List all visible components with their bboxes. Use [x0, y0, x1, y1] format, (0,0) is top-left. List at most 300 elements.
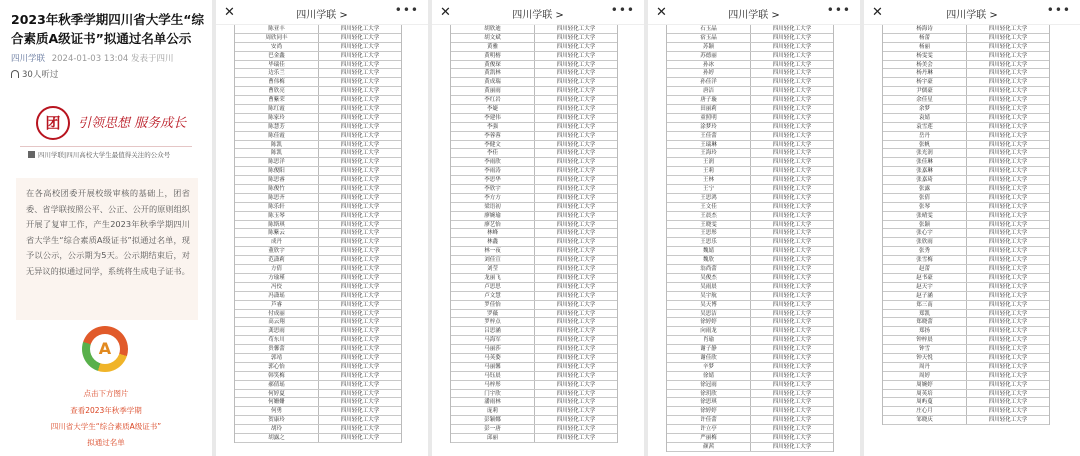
student-name: 袁雪莲: [883, 123, 967, 131]
student-name: 李方方: [451, 194, 535, 202]
school-name: 四川轻化工大学: [988, 266, 1028, 273]
table-row: [883, 292, 1049, 301]
student-name: 潘雨林: [451, 398, 535, 406]
school-name: 四川轻化工大学: [340, 408, 380, 415]
table-row: [451, 318, 617, 327]
school-name: 四川轻化工大学: [556, 97, 596, 104]
school-name: 四川轻化工大学: [556, 283, 596, 290]
table-row: [235, 398, 401, 407]
school-name: 四川轻化工大学: [556, 123, 596, 130]
table-row: [883, 34, 1049, 43]
student-name: 王思彤: [667, 229, 751, 237]
student-name: 张雪梅: [883, 256, 967, 264]
school-name: 四川轻化工大学: [772, 381, 812, 388]
school-name: 四川轻化工大学: [556, 230, 596, 237]
school-name: 四川轻化工大学: [556, 194, 596, 201]
school-name: 四川轻化工大学: [772, 301, 812, 308]
student-name: 孙婷: [667, 69, 751, 77]
table-row: [235, 43, 401, 52]
student-name: 周英培: [883, 390, 967, 398]
student-name: 马英姿: [451, 354, 535, 362]
table-row: [883, 256, 1049, 265]
table-row: [883, 203, 1049, 212]
student-name: 严丽梅: [667, 434, 751, 442]
school-name: 四川轻化工大学: [772, 194, 812, 201]
student-name: 徐婷婷: [667, 318, 751, 326]
school-name: 四川轻化工大学: [556, 301, 596, 308]
student-name: 苏德丽: [667, 52, 751, 60]
table-row: [667, 105, 833, 114]
student-name: 钟雪: [883, 345, 967, 353]
table-row: [667, 354, 833, 363]
student-name: 梁语初: [451, 203, 535, 211]
table-row: [235, 283, 401, 292]
school-name: 四川轻化工大学: [988, 61, 1028, 68]
school-name: 四川轻化工大学: [988, 43, 1028, 50]
student-name: 曹伟梅: [235, 78, 319, 86]
table-row: [235, 69, 401, 78]
table-row: [883, 43, 1049, 52]
table-row: [451, 327, 617, 336]
listen-count[interactable]: [11, 68, 58, 80]
table-row: [667, 34, 833, 43]
school-name: 四川轻化工大学: [340, 337, 380, 344]
school-name: 四川轻化工大学: [988, 203, 1028, 210]
student-name: 马丽馨: [451, 363, 535, 371]
table-row: [451, 363, 617, 372]
table-row: [883, 167, 1049, 176]
school-name: 四川轻化工大学: [340, 168, 380, 175]
student-name: 周丹: [883, 363, 967, 371]
school-name: 四川轻化工大学: [340, 186, 380, 193]
student-name: 苏颖: [667, 43, 751, 51]
table-row: [451, 301, 617, 310]
school-name: 四川轻化工大学: [772, 168, 812, 175]
table-row: [451, 381, 617, 390]
student-name: 孙冰: [667, 61, 751, 69]
table-row: [883, 238, 1049, 247]
table-row: [667, 283, 833, 292]
table-row: [667, 363, 833, 372]
toolbar-title[interactable]: 四川学联 >: [946, 10, 998, 21]
more-icon[interactable]: •••: [394, 3, 419, 17]
student-name: 徐玥欣: [667, 390, 751, 398]
school-name: 四川轻化工大学: [988, 301, 1028, 308]
table-row: [235, 132, 401, 141]
student-name: 张颖: [883, 221, 967, 229]
school-name: 四川轻化工大学: [340, 123, 380, 130]
table-row: [451, 43, 617, 52]
table-row: [667, 229, 833, 238]
student-name: 曹欣亮: [235, 87, 319, 95]
school-name: 四川轻化工大学: [340, 61, 380, 68]
student-name: 张晴雯: [883, 212, 967, 220]
table-row: [883, 416, 1049, 425]
headphones-icon: [11, 70, 19, 78]
article-source[interactable]: 四川学联: [11, 54, 46, 64]
student-name: 向雨龙: [667, 327, 751, 335]
student-name: 陈斯琪: [235, 221, 319, 229]
student-name: 罗梓点: [451, 318, 535, 326]
student-name: 李雨欣: [451, 158, 535, 166]
student-name: 黄明榕: [451, 52, 535, 60]
table-row: [235, 354, 401, 363]
student-name: 魏婧: [667, 247, 751, 255]
school-name: 四川轻化工大学: [772, 70, 812, 77]
student-name: 王瑞琳: [667, 141, 751, 149]
school-name: 四川轻化工大学: [556, 399, 596, 406]
table-row: [667, 185, 833, 194]
name-list-panel-3: [648, 0, 860, 456]
school-name: 四川轻化工大学: [988, 319, 1028, 326]
table-row: [451, 434, 617, 443]
table-row: [235, 434, 401, 443]
table-row: [883, 87, 1049, 96]
school-name: 四川轻化工大学: [340, 88, 380, 95]
student-name: 胡欣迪: [451, 25, 535, 33]
student-name: 陈思齐: [235, 194, 319, 202]
student-name: 李蓉蓉: [451, 132, 535, 140]
school-name: 四川轻化工大学: [772, 34, 812, 41]
student-name: 石玉晶: [667, 25, 751, 33]
table-row: [883, 185, 1049, 194]
table-row: [235, 194, 401, 203]
school-name: 四川轻化工大学: [340, 194, 380, 201]
school-name: 四川轻化工大学: [988, 257, 1028, 264]
student-name: 李红岩: [451, 96, 535, 104]
table-row: [235, 238, 401, 247]
student-name: 胡文斌: [451, 34, 535, 42]
student-name: 陈凯: [235, 141, 319, 149]
table-row: [883, 301, 1049, 310]
school-name: 四川轻化工大学: [340, 79, 380, 86]
youth-league-seal-icon: 团: [36, 106, 70, 140]
school-name: 四川轻化工大学: [988, 354, 1028, 361]
student-name: 陈亚丰: [235, 25, 319, 33]
article-body-box: [16, 178, 198, 320]
table-row: [451, 407, 617, 416]
school-name: 四川轻化工大学: [556, 168, 596, 175]
school-name: 四川轻化工大学: [988, 106, 1028, 113]
student-name: 尹儒豪: [883, 87, 967, 95]
school-name: 四川轻化工大学: [772, 159, 812, 166]
school-name: 四川轻化工大学: [772, 274, 812, 281]
school-name: 四川轻化工大学: [556, 434, 596, 441]
more-icon[interactable]: •••: [610, 3, 635, 17]
student-name: 李建伟: [451, 114, 535, 122]
school-name: 四川轻化工大学: [340, 354, 380, 361]
toolbar-title[interactable]: 四川学联 >: [512, 10, 564, 21]
student-name: 吴宇航: [667, 292, 751, 300]
student-name: 龚思雨: [235, 327, 319, 335]
cta-line-4: 拟通过名单: [87, 438, 125, 447]
student-name: 王晓雯: [667, 221, 751, 229]
school-name: 四川轻化工大学: [988, 337, 1028, 344]
student-name: 方瑜瑾: [235, 274, 319, 282]
school-name: 四川轻化工大学: [988, 239, 1028, 246]
student-name: 辛梦: [667, 363, 751, 371]
school-name: 四川轻化工大学: [772, 114, 812, 121]
student-name: 郑扬: [883, 327, 967, 335]
table-row: [667, 158, 833, 167]
school-name: 四川轻化工大学: [340, 301, 380, 308]
school-name: 四川轻化工大学: [556, 319, 596, 326]
student-name: 周屿蔓: [883, 398, 967, 406]
student-name: 付成丽: [235, 310, 319, 318]
table-row: [235, 363, 401, 372]
school-name: 四川轻化工大学: [556, 212, 596, 219]
student-name: 黄丽雨: [451, 87, 535, 95]
table-row: [667, 132, 833, 141]
school-name: 四川轻化工大学: [556, 52, 596, 59]
table-row: [235, 212, 401, 221]
school-name: 四川轻化工大学: [772, 363, 812, 370]
table-row: [883, 221, 1049, 230]
table-row: [883, 381, 1049, 390]
close-icon[interactable]: ✕: [656, 5, 667, 20]
table-row: [451, 221, 617, 230]
school-name: 四川轻化工大学: [340, 381, 380, 388]
table-row: [883, 345, 1049, 354]
student-name: 陈紫云: [235, 229, 319, 237]
school-name: 四川轻化工大学: [340, 266, 380, 273]
school-name: 四川轻化工大学: [988, 168, 1028, 175]
school-name: 四川轻化工大学: [772, 52, 812, 59]
student-name: 陈乐轩: [235, 203, 319, 211]
table-row: [667, 194, 833, 203]
school-name: 四川轻化工大学: [772, 177, 812, 184]
school-name: 四川轻化工大学: [556, 26, 596, 32]
school-name: 四川轻化工大学: [772, 426, 812, 433]
school-name: 四川轻化工大学: [988, 79, 1028, 86]
student-name: 袁婧: [883, 114, 967, 122]
school-name: 四川轻化工大学: [340, 426, 380, 433]
table-row: [883, 327, 1049, 336]
table-row: [235, 61, 401, 70]
table-row: [883, 265, 1049, 274]
table-row: [667, 114, 833, 123]
table-row: [667, 203, 833, 212]
student-name: 黄凯林: [451, 69, 535, 77]
table-row: [883, 318, 1049, 327]
school-name: 四川轻化工大学: [988, 34, 1028, 41]
table-row: [667, 149, 833, 158]
close-icon[interactable]: ✕: [872, 5, 883, 20]
table-row: [883, 372, 1049, 381]
school-name: 四川轻化工大学: [772, 248, 812, 255]
student-name: 陈俊阳: [235, 167, 319, 175]
student-name: 周婷: [883, 372, 967, 380]
table-row: [451, 52, 617, 61]
student-name: 郝倩瑶: [235, 381, 319, 389]
article-meta: [11, 52, 174, 64]
close-icon[interactable]: ✕: [440, 5, 451, 20]
table-row: [451, 78, 617, 87]
student-name: 陈凯: [235, 149, 319, 157]
table-row: [451, 283, 617, 292]
student-name: 肖瑜: [667, 336, 751, 344]
table-row: [883, 141, 1049, 150]
toolbar-title[interactable]: 四川学联 >: [728, 10, 780, 21]
school-name: 四川轻化工大学: [772, 417, 812, 424]
student-name: 马钰晨: [451, 372, 535, 380]
student-name: 童照明: [667, 114, 751, 122]
school-name: 四川轻化工大学: [556, 381, 596, 388]
table-row: [235, 416, 401, 425]
school-name: 四川轻化工大学: [556, 408, 596, 415]
student-name: 张心宇: [883, 229, 967, 237]
more-icon[interactable]: •••: [1046, 3, 1071, 17]
school-name: 四川轻化工大学: [556, 203, 596, 210]
school-name: 四川轻化工大学: [988, 381, 1028, 388]
school-name: 四川轻化工大学: [556, 354, 596, 361]
table-row: [235, 407, 401, 416]
school-name: 四川轻化工大学: [340, 372, 380, 379]
table-row: [451, 167, 617, 176]
student-name: 韩笑梅: [235, 372, 319, 380]
student-name: 王佳蕾: [667, 132, 751, 140]
school-name: 四川轻化工大学: [772, 43, 812, 50]
school-name: 四川轻化工大学: [988, 363, 1028, 370]
table-row: [883, 149, 1049, 158]
toolbar-title[interactable]: 四川学联 >: [296, 10, 348, 21]
student-name: 赵蕾: [883, 265, 967, 273]
school-name: 四川轻化工大学: [988, 52, 1028, 59]
student-name: 吴思洁: [667, 310, 751, 318]
table-row: [451, 310, 617, 319]
student-name: 张露: [883, 185, 967, 193]
school-name: 四川轻化工大学: [772, 150, 812, 157]
school-name: 四川轻化工大学: [772, 141, 812, 148]
table-row: [667, 43, 833, 52]
article-body: 在各高校团委开展校级审核的基础上，团省委、省学联按照公平、公正、公开的原则组织开展了复审工作，产生2023年秋季学期四川省大学生“综合素质A级证书”拟通过名单，现予以公示，公示期为5天。公示期结束后，对无异议的拟通过同学，系统将生成电子证书。: [26, 188, 190, 276]
school-name: 四川轻化工大学: [988, 194, 1028, 201]
student-name: 杨雯雯: [883, 52, 967, 60]
table-row: [451, 398, 617, 407]
table-row: [667, 256, 833, 265]
school-name: 四川轻化工大学: [988, 141, 1028, 148]
school-name: 四川轻化工大学: [340, 328, 380, 335]
student-name: 杨美会: [883, 61, 967, 69]
student-name: 邹晓庆: [883, 416, 967, 424]
table-row: [667, 141, 833, 150]
school-name: 四川轻化工大学: [556, 417, 596, 424]
student-name: 吴雨晨: [667, 283, 751, 291]
student-name: 罗薇: [451, 310, 535, 318]
table-row: [235, 114, 401, 123]
table-row: [451, 416, 617, 425]
school-name: 四川轻化工大学: [340, 34, 380, 41]
table-row: [235, 425, 401, 434]
table-row: [235, 25, 401, 34]
cta-line-1: 点击下方图片: [83, 389, 129, 398]
student-name: 方倩: [235, 265, 319, 273]
table-row: [235, 256, 401, 265]
table-row: [667, 25, 833, 34]
student-name: 陈俊竹: [235, 185, 319, 193]
table-row: [235, 87, 401, 96]
school-name: 四川轻化工大学: [772, 319, 812, 326]
name-list-panel-2: [432, 0, 644, 456]
school-name: 四川轻化工大学: [772, 221, 812, 228]
school-name: 四川轻化工大学: [556, 221, 596, 228]
table-row: [667, 381, 833, 390]
school-name: 四川轻化工大学: [988, 132, 1028, 139]
school-name: 四川轻化工大学: [340, 346, 380, 353]
school-name: 四川轻化工大学: [988, 114, 1028, 121]
table-row: [667, 398, 833, 407]
quote-marker-icon: [28, 151, 35, 158]
student-name: 李雨涛: [451, 167, 535, 175]
student-name: 杨蕾: [883, 34, 967, 42]
student-name: 吕思涵: [451, 327, 535, 335]
school-name: 四川轻化工大学: [988, 177, 1028, 184]
school-name: 四川轻化工大学: [772, 123, 812, 130]
cta-line-2: 查看2023年秋季学期: [70, 406, 142, 415]
table-row: [235, 52, 401, 61]
student-name: 郑三南: [883, 301, 967, 309]
school-name: 四川轻化工大学: [772, 337, 812, 344]
student-name: 安尚: [235, 43, 319, 51]
school-name: 四川轻化工大学: [340, 283, 380, 290]
student-name: 何婷夏: [235, 390, 319, 398]
student-name: 颜茜: [667, 443, 751, 451]
a-certificate-logo[interactable]: [82, 326, 128, 372]
close-icon[interactable]: ✕: [224, 5, 235, 20]
school-name: 四川轻化工大学: [556, 79, 596, 86]
table-row: [883, 229, 1049, 238]
school-name: 四川轻化工大学: [772, 61, 812, 68]
table-row: [667, 69, 833, 78]
table-row: [451, 274, 617, 283]
student-name: 周欣同丰: [235, 34, 319, 42]
school-name: 四川轻化工大学: [556, 150, 596, 157]
school-name: 四川轻化工大学: [340, 159, 380, 166]
more-icon[interactable]: •••: [826, 3, 851, 17]
school-name: 四川轻化工大学: [772, 372, 812, 379]
table-row: [667, 78, 833, 87]
student-name: 廖婉瑜: [451, 212, 535, 220]
student-name: 陈思睿: [235, 176, 319, 184]
student-name: 陈家玲: [235, 114, 319, 122]
table-row: [883, 25, 1049, 34]
school-name: 四川轻化工大学: [340, 230, 380, 237]
school-name: 四川轻化工大学: [556, 346, 596, 353]
student-name: 杨宇豪: [883, 78, 967, 86]
student-name: 徐思琪: [667, 398, 751, 406]
table-row: [451, 61, 617, 70]
table-row: [235, 336, 401, 345]
school-name: 四川轻化工大学: [772, 97, 812, 104]
listen-count-text: 30人听过: [22, 70, 59, 80]
school-name: 四川轻化工大学: [556, 43, 596, 50]
school-name: 四川轻化工大学: [988, 346, 1028, 353]
student-name: 刘莹: [451, 265, 535, 273]
student-name: 王晨杰: [667, 212, 751, 220]
table-row: [235, 141, 401, 150]
table-row: [667, 416, 833, 425]
school-name: 四川轻化工大学: [340, 177, 380, 184]
student-name: 卢思思: [451, 283, 535, 291]
student-name: 赵天宇: [883, 283, 967, 291]
student-name: 胡露之: [235, 434, 319, 442]
school-name: 四川轻化工大学: [556, 114, 596, 121]
article-panel: [0, 0, 212, 456]
student-name: 苟东川: [235, 336, 319, 344]
article-location: 发表于四川: [131, 54, 174, 64]
table-row: [451, 336, 617, 345]
school-name: 四川轻化工大学: [556, 426, 596, 433]
